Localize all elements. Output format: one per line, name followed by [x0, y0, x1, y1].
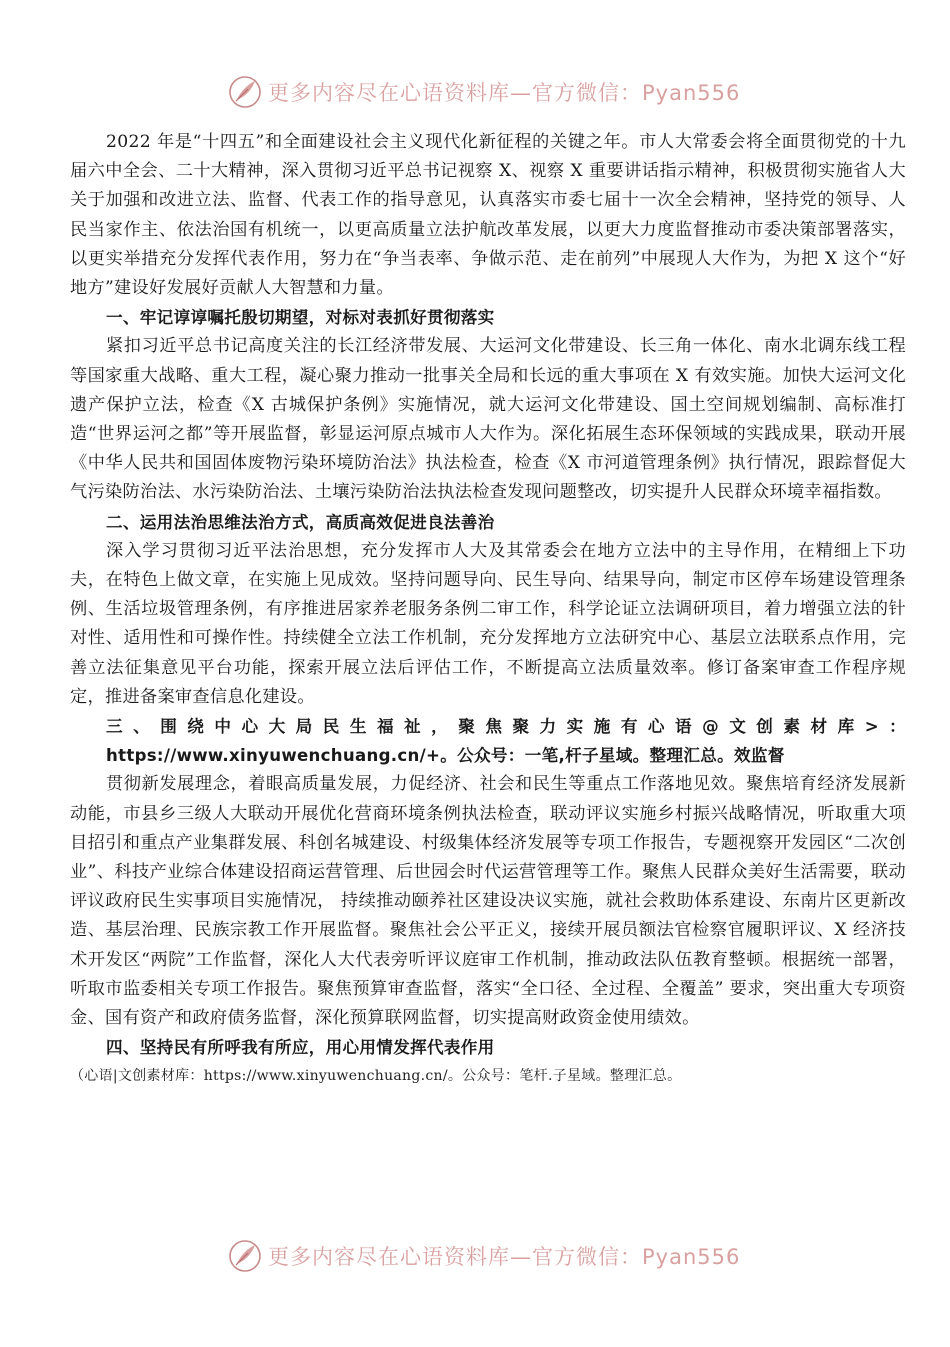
banner-text: 更多内容尽在心语资料库—官方微信：Pyan556 [268, 81, 741, 105]
paragraph-section-3: 贯彻新发展理念，着眼高质量发展，力促经济、社会和民生等重点工作落地见效。聚焦培育经济发展新动能，市县乡三级人大联动开展优化营商环境条例执法检查，联动评议实施乡村振兴战略情况，听取重大项目招引和重点产业集群发展、科创名城建设、村级集体经济发展等专项工作报告，专题视察开发园区“二次创业”、科技产业综合体建设招商运营管理、后世园会时代运营管理等工作。聚焦人民群众美好生活需要，联动评议政府民生实事项目实施情况， 持续推动颐养社区建设决议实施，就社会救助体系建设、东南片区更新改造、基层治理、民族宗教工作开展监督。聚焦社会公平正义，接续开展员额法官检察官履职评议、X 经济技术开发区“两院”工作监督，深化人大代表旁听评议庭审工作机制，推动政法队伍教育整顿。根据统一部署，听取市监委相关专项工作报告。聚焦预算审查监督，落实“全口径、全过程、全覆盖” 要求，突出重大专项资金、国有资产和政府债务监督，深化预算联网监督，切实提高财政资金使用绩效。 [70, 774, 906, 1029]
footer-banner [0, 1236, 950, 1276]
paragraph-intro: 2022 年是“十四五”和全面建设社会主义现代化新征程的关键之年。市人大常委会将全面贯彻党的十九届六中全会、二十大精神，深入贯彻习近平总书记视察 X、视察 X 重要讲话指示精神，积极贯彻实施省人大关于加强和改进立法、监督、代表工作的指导意见，认真落实市委七届十一次全会精神，坚持党的领导、人民当家作主、依法治国有机统一，以更高质量立法护航改革发展，以更大力度监督推动市委决策部署落实，以更实举措充分发挥代表作用，努力在“争当表率、争做示范、走在前列”中展现人大作为，为把 X 这个“好地方”建设好发展好贡献人大智慧和力量。 [70, 132, 906, 299]
source-note: （心语|文创素材库：https://www.xinyuwenchuang.cn/。公众号：笔杆.子星域。整理汇总。 [70, 1067, 682, 1084]
header-banner [0, 72, 950, 112]
paragraph-section-2: 深入学习贯彻习近平法治思想，充分发挥市人大及其常委会在地方立法中的主导作用，在精细上下功夫，在特色上做文章，在实施上见成效。坚持问题导向、民生导向、结果导向，制定市区停车场建设管理条例、生活垃圾管理条例，有序推进居家养老服务条例二审工作，科学论证立法调研项目，着力增强立法的针对性、适用性和可操作性。持续健全立法工作机制，充分发挥地方立法研究中心、基层立法联系点作用，完善立法征集意见平台功能，探索开展立法后评估工作，不断提高立法质量效率。修订备案审查工作程序规定，推进备案审查信息化建设。 [70, 540, 906, 707]
paragraph-section-1: 紧扣习近平总书记高度关注的长江经济带发展、大运河文化带建设、长三角一体化、南水北调东线工程等国家重大战略、重大工程，凝心聚力推动一批事关全局和长远的重大事项在 X 有效实施。加快大运河文化遗产保护立法，检查《X 古城保护条例》实施情况，就大运河文化带建设、国土空间规划编制、高标准打造“世界运河之都”等开展监督，彰显运河原点城市人大作为。深化拓展生态环保领域的实践成果，联动开展《中华人民共和国固体废物污染环境防治法》执法检查，检查《X 市河道管理条例》执行情况，跟踪督促大气污染防治法、水污染防治法、土壤污染防治法执法检查发现问题整改，切实提升人民群众环境幸福指数。 [70, 336, 906, 503]
section-heading-4: 四、坚持民有所呼我有所应，用心用情发挥代表作用 [106, 1038, 495, 1058]
feather-quill-logo [228, 1239, 262, 1273]
feather-quill-logo [228, 75, 262, 109]
section-heading-1: 一、牢记谆谆嘱托殷切期望，对标对表抓好贯彻落实 [106, 308, 495, 328]
banner-text: 更多内容尽在心语资料库—官方微信：Pyan556 [268, 1245, 741, 1269]
document-body [70, 128, 906, 1087]
section-heading-2: 二、运用法治思维法治方式，高质高效促进良法善治 [106, 512, 495, 532]
section-heading-3: 三、围绕中心大局民生福祉，聚焦聚力实施有心语@文创素材库>：https://www.xinyuwenchuang.cn/+。公众号：一笔,杆子星域。整理汇总。效监督 [106, 717, 906, 766]
